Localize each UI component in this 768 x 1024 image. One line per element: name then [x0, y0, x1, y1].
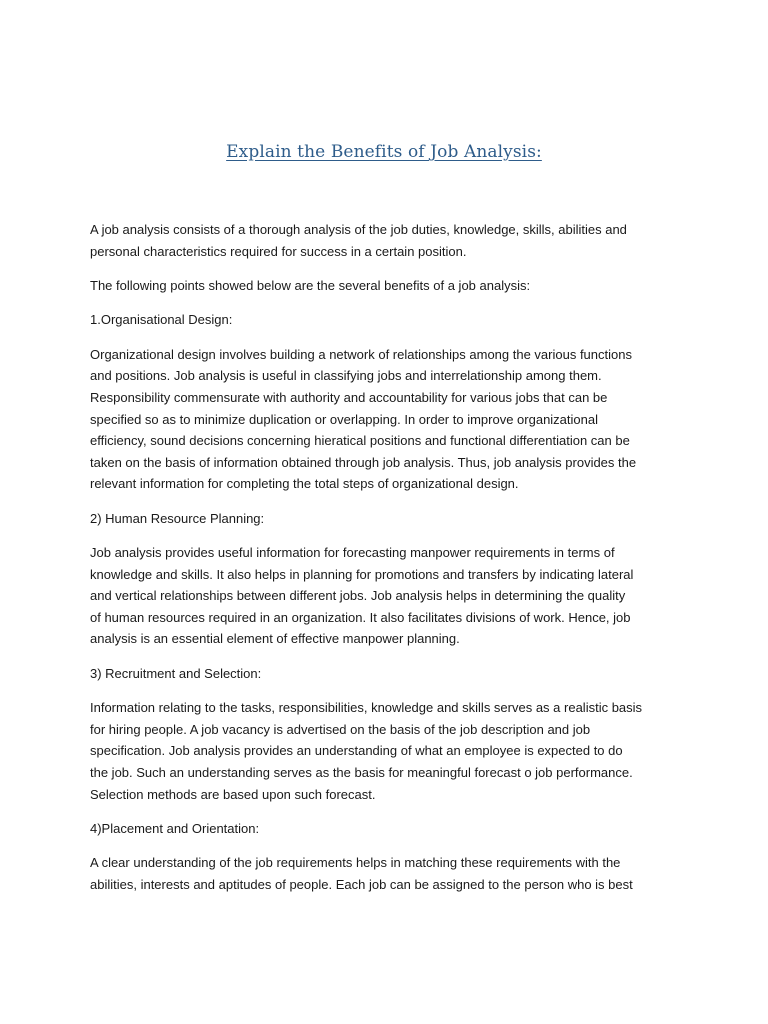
- document-title: Explain the Benefits of Job Analysis:: [226, 142, 542, 162]
- text-line: specified so as to minimize duplication or overlapping. In order to improve organizational: [90, 411, 598, 427]
- body-paragraph: [90, 818, 680, 840]
- text-line: A clear understanding of the job requirements helps in matching these requirements with the: [90, 855, 621, 871]
- body-paragraph: [90, 542, 680, 650]
- text-line: Information relating to the tasks, responsibilities, knowledge and skills serves as a realistic basis: [90, 700, 643, 716]
- text-line: knowledge and skills. It also helps in planning for promotions and transfers by indicating lateral: [90, 566, 634, 582]
- text-line: for hiring people. A job vacancy is advertised on the basis of the job description and job: [90, 721, 591, 737]
- body-paragraph: [90, 344, 680, 495]
- text-line: 1.Organisational Design:: [90, 312, 233, 328]
- body-paragraph: [90, 663, 680, 685]
- body-paragraph: [90, 219, 680, 262]
- text-line: and vertical relationships between different jobs. Job analysis helps in determining the quality: [90, 588, 626, 604]
- text-line: personal characteristics required for success in a certain position.: [90, 243, 467, 259]
- document-body: [90, 219, 680, 908]
- body-paragraph: [90, 309, 680, 331]
- text-line: A job analysis consists of a thorough analysis of the job duties, knowledge, skills, abilities and: [90, 222, 627, 237]
- text-line: relevant information for completing the total steps of organizational design.: [90, 476, 519, 492]
- body-paragraph: [90, 697, 680, 805]
- body-paragraph: [90, 275, 680, 297]
- text-line: The following points showed below are the several benefits of a job analysis:: [90, 277, 531, 293]
- text-line: specification. Job analysis provides an understanding of what an employee is expected to do: [90, 743, 623, 759]
- text-line: Selection methods are based upon such forecast.: [90, 786, 376, 802]
- text-line: abilities, interests and aptitudes of people. Each job can be assigned to the person who is best: [90, 877, 633, 893]
- body-paragraph: [90, 508, 680, 530]
- text-line: 4)Placement and Orientation:: [90, 821, 260, 837]
- text-line: Responsibility commensurate with authority and accountability for various jobs that can be: [90, 389, 608, 405]
- body-paragraph: [90, 852, 680, 895]
- text-line: 3) Recruitment and Selection:: [90, 665, 262, 681]
- text-line: and positions. Job analysis is useful in classifying jobs and interrelationship among them.: [90, 368, 602, 384]
- text-line: the job. Such an understanding serves as the basis for meaningful forecast o job performance.: [90, 765, 633, 781]
- text-line: 2) Human Resource Planning:: [90, 510, 265, 526]
- text-line: taken on the basis of information obtained through job analysis. Thus, job analysis provides the: [90, 454, 637, 470]
- text-line: efficiency, sound decisions concerning hieratical positions and functional differentiation can be: [90, 433, 630, 449]
- text-line: Job analysis provides useful information for forecasting manpower requirements in terms of: [90, 545, 615, 561]
- text-line: of human resources required in an organization. It also facilitates divisions of work. Hence, job: [90, 609, 631, 625]
- text-line: Organizational design involves building a network of relationships among the various functions: [90, 346, 632, 362]
- text-line: analysis is an essential element of effective manpower planning.: [90, 631, 460, 647]
